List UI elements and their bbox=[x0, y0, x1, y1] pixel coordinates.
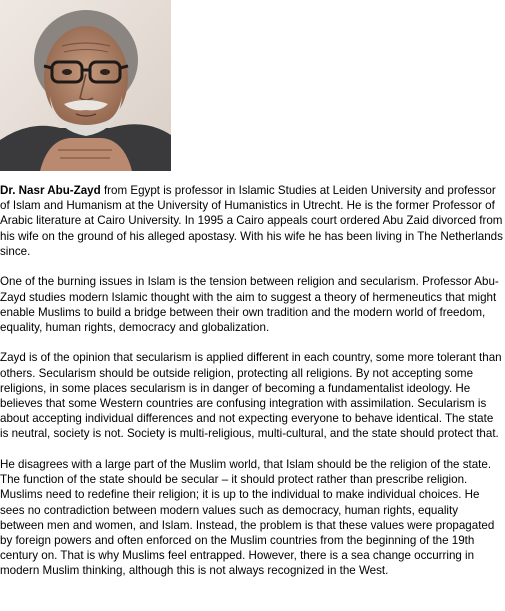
bio-text: from Egypt is professor in Islamic Studies at Leiden University and professor of Islam and Humanism at the University of Humanistics in Utrecht. He is the former Professor of Arabic literature at Cairo University. In 1995 a Cairo appeals court ordered Abu Zaid divorced from his wife on the ground of his alleged apostasy. With his wife he has been living in The Netherlands since. bbox=[0, 184, 503, 258]
author-name: Dr. Nasr Abu-Zayd bbox=[0, 184, 101, 197]
person-portrait-icon bbox=[0, 0, 171, 171]
paragraph-state-religion: He disagrees with a large part of the Muslim world, that Islam should be the religion of the state. The function of the state should be secular – it should protect rather than prescribe religion. Muslims need to redefine their religion; it is up to the individual to make individual choices. He sees no contradiction between modern values such as democracy, human rights, equality between men and women, and Islam. Instead, the problem is that these values were propagated by foreign powers and often enforced on the Muslim countries from the beginning of the 19th century on. That is why Muslims feel entrapped. However, there is a sea change occurring in modern Muslim thinking, although this is not always recognized in the West. bbox=[0, 457, 495, 578]
bio-paragraph bbox=[0, 183, 503, 259]
paragraph-religion-secularism: One of the burning issues in Islam is the tension between religion and secularism. Professor Abu-Zayd studies modern Islamic thought with the aim to suggest a theory of hermeneutics that might enable Muslims to build a bridge between their own tradition and the modern world of freedom, equality, human rights, democracy and globalization. bbox=[0, 275, 499, 334]
article-body bbox=[0, 183, 503, 579]
portrait-photo bbox=[0, 0, 171, 171]
paragraph-secularism-opinion: Zayd is of the opinion that secularism is applied different in each country, some more tolerant than others. Secularism should be outside religion, protecting all religions. By not accepting some religions, in some places secularism is in danger of becoming a fundamentalist ideology. He believes that some Western countries are confusing integration with assimilation. Secularism is about accepting individual differences and not expecting everyone to behave identical. The state is neutral, society is not. Society is multi-religious, multi-cultural, and the state should protect that. bbox=[0, 351, 502, 441]
